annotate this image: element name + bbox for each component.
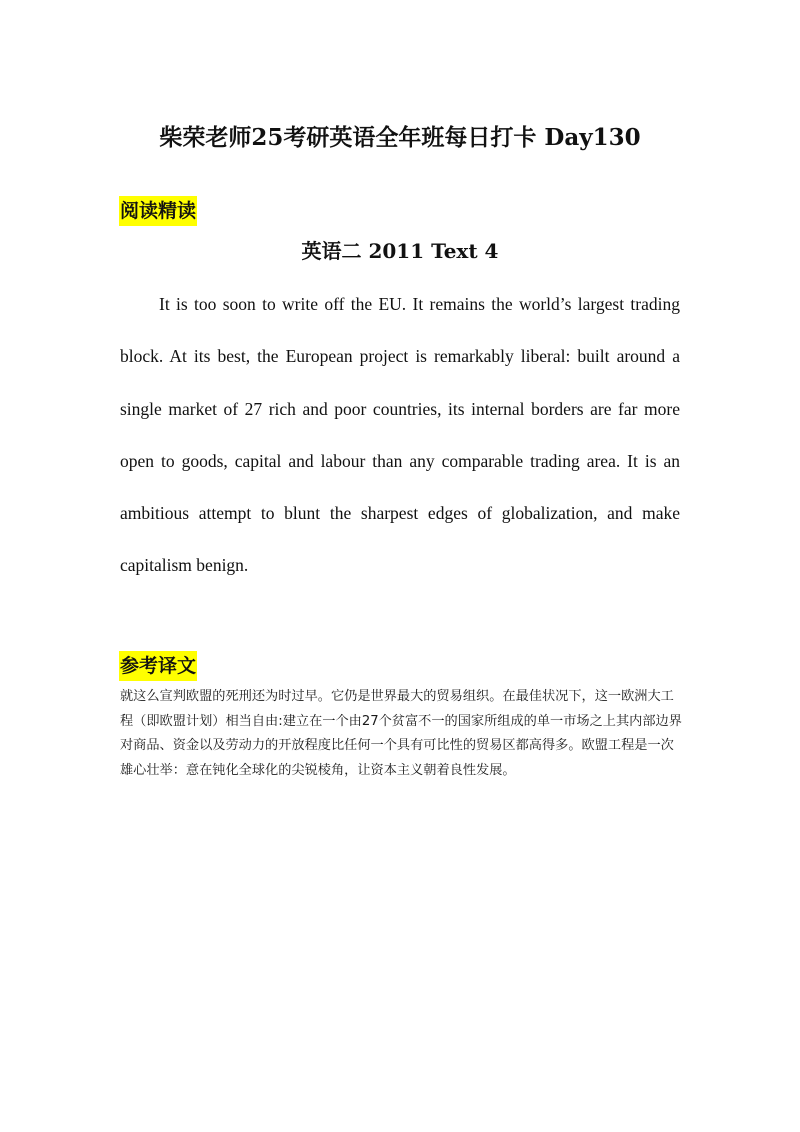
page-title: 柴荣老师25考研英语全年班每日打卡 Day130	[159, 124, 641, 151]
reading-section-tag: 阅读精读	[119, 196, 197, 226]
translation-paragraph: 就这么宣判欧盟的死刑还为时过早。它仍是世界最大的贸易组织。在最佳状况下，这一欧洲大工程（即欧盟计划）相当自由:建立在一个由27个贫富不一的国家所组成的单一市场之上其内部边界对商品、资金以及劳动力的开放程度比任何一个具有可比性的贸易区都高得多。欧盟工程是一次雄心壮举：意在钝化全球化的尖锐棱角，让资本主义朝着良性发展。	[120, 689, 682, 778]
text-subtitle: 英语二 2011 Text 4	[301, 239, 499, 263]
translation-section-tag: 参考译文	[119, 651, 197, 681]
reading-passage: It is too soon to write off the EU. It remains the world’s largest trading block. At its best, the European project is remarkably liberal: built around a single market of 27 rich and poor countries, its internal borders are far more open to goods, capital and labour than any comparable trading area. It is an ambitious attempt to blunt the sharpest edges of globalization, and make capitalism benign.	[120, 294, 680, 576]
